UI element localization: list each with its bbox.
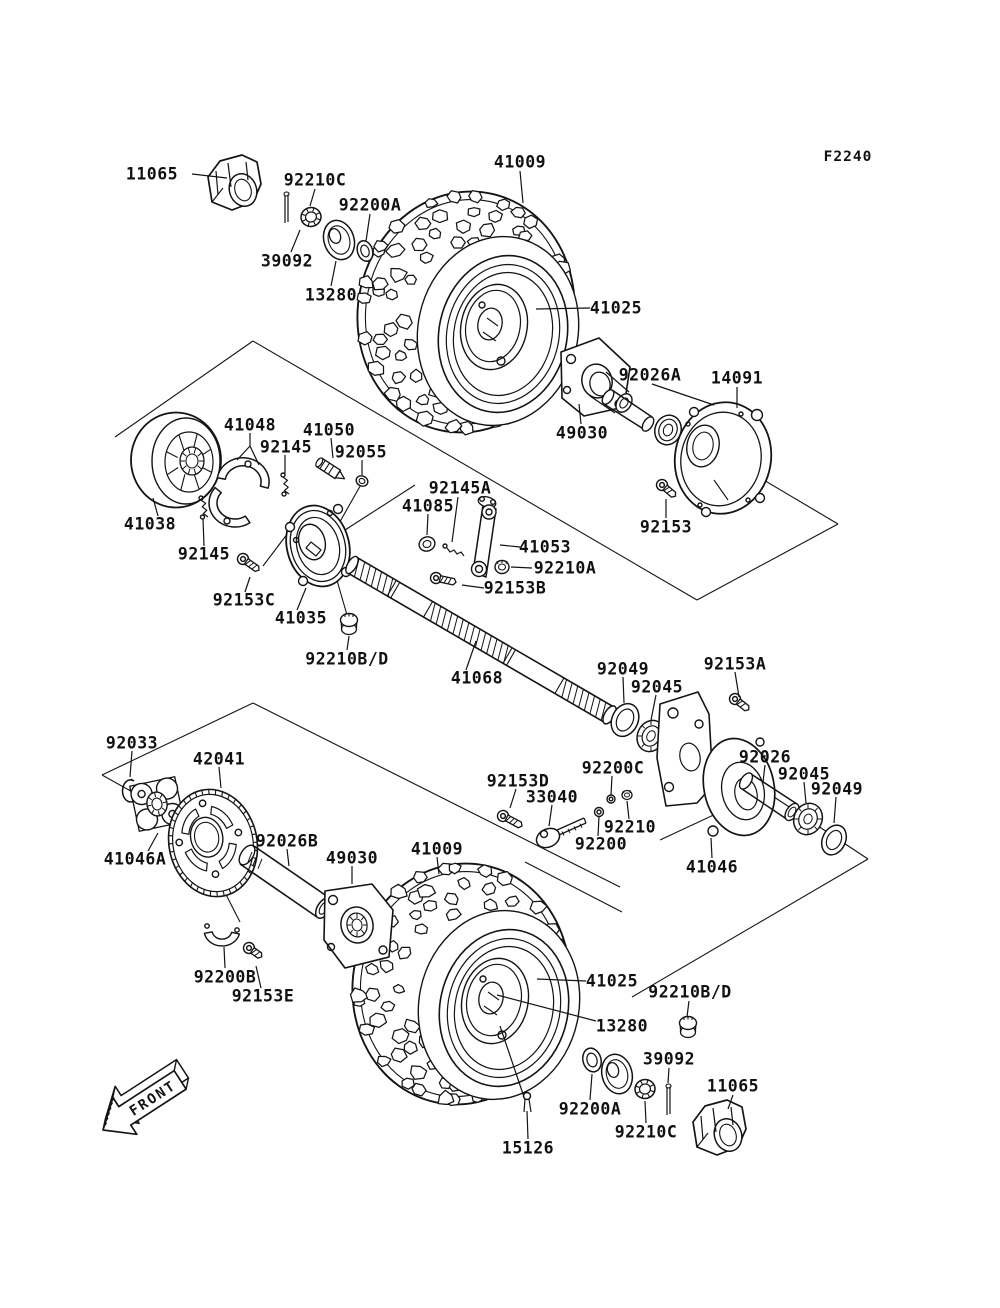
part-label-49030-top: 49030 — [555, 423, 609, 443]
part-label-92153A: 92153A — [703, 654, 767, 674]
part-label-92026A: 92026A — [618, 365, 682, 385]
part-92200A-washer-bottom — [580, 1046, 604, 1074]
part-label-49030-b: 49030 — [325, 848, 379, 868]
part-label-92145A: 92145A — [428, 478, 492, 498]
part-label-92210: 92210 — [603, 817, 657, 837]
part-92200C-ring — [607, 795, 615, 803]
part-41050-adjuster — [314, 457, 347, 483]
part-label-92145-a: 92145 — [259, 437, 313, 457]
part-92210BD-nut-top — [341, 614, 358, 635]
part-label-41046: 41046 — [685, 857, 739, 877]
part-92153-bolt-top — [654, 477, 679, 500]
part-label-42041: 42041 — [192, 749, 246, 769]
part-41038-drum — [131, 413, 221, 508]
part-39092-pin-bottom — [666, 1084, 671, 1115]
part-label-92145-b: 92145 — [177, 544, 231, 564]
part-41035-backing-plate — [277, 498, 358, 593]
part-label-41068: 41068 — [450, 668, 504, 688]
front-arrow — [87, 1050, 199, 1148]
part-92200-ring — [595, 808, 604, 817]
part-label-92200A-top: 92200A — [338, 195, 402, 215]
part-label-92200A-b: 92200A — [558, 1099, 622, 1119]
part-label-41009-b: 41009 — [410, 839, 464, 859]
part-92153C-bolt — [235, 551, 262, 574]
part-label-92153-top: 92153 — [639, 517, 693, 537]
part-label-92045-b: 92045 — [777, 764, 831, 784]
part-label-92153B: 92153B — [483, 578, 547, 598]
part-label-41046A: 41046A — [103, 849, 167, 869]
part-15126-cotter-pin — [524, 1093, 532, 1113]
part-92153A-bolt — [727, 691, 752, 714]
part-label-41025-b: 41025 — [585, 971, 639, 991]
part-label-11065-top: 11065 — [125, 164, 179, 184]
part-label-92200C: 92200C — [581, 758, 645, 778]
part-49030-flange-bottom — [324, 884, 393, 968]
part-92210C-pin-top — [284, 192, 289, 223]
part-92026B-spacer — [236, 843, 336, 922]
part-label-92210C-top: 92210C — [283, 170, 347, 190]
part-41053-lever — [472, 495, 497, 577]
part-label-41038: 41038 — [123, 514, 177, 534]
part-label-92049-b: 92049 — [810, 779, 864, 799]
part-92055-nut — [354, 474, 369, 488]
part-label-92153E: 92153E — [231, 986, 295, 1006]
part-label-41050: 41050 — [302, 420, 356, 440]
part-92210A-nut — [495, 560, 509, 574]
part-14091-cover — [666, 395, 780, 522]
part-label-92210BD-b: 92210B/D — [648, 982, 732, 1002]
part-label-41048: 41048 — [223, 415, 277, 435]
part-39092-nut-top — [299, 206, 323, 229]
part-label-13280-b: 13280 — [595, 1016, 649, 1036]
part-label-92210BD-top: 92210B/D — [305, 649, 389, 669]
part-92145-spring-upper — [281, 473, 289, 496]
part-label-92055: 92055 — [334, 442, 388, 462]
part-92210C-nut-bottom — [633, 1078, 657, 1101]
part-label-13280-top: 13280 — [304, 285, 358, 305]
part-92153D-bolt — [496, 809, 525, 831]
part-label-92026: 92026 — [738, 747, 792, 767]
part-label-92033: 92033 — [105, 733, 159, 753]
part-92049-seal-right — [817, 821, 851, 859]
part-92153B-bolt — [429, 571, 457, 587]
part-label-92200B: 92200B — [193, 967, 257, 987]
part-33040 — [533, 818, 586, 851]
part-label-92210C-b: 92210C — [614, 1122, 678, 1142]
part-label-41085: 41085 — [401, 496, 455, 516]
part-41085-washer — [417, 535, 437, 554]
part-label-92049-a: 92049 — [596, 659, 650, 679]
part-label-92153D: 92153D — [486, 771, 550, 791]
part-13280-washer-bottom — [597, 1051, 636, 1097]
part-92200B-retainer — [204, 924, 239, 946]
part-13280-washer-top — [319, 216, 360, 263]
part-92210BD-nut-bottom — [680, 1017, 697, 1038]
part-label-41035: 41035 — [274, 608, 328, 628]
part-92145A-spring — [443, 544, 464, 556]
part-11065-top — [208, 155, 261, 210]
part-label-92045-a: 92045 — [630, 677, 684, 697]
part-92210-nut — [622, 790, 632, 800]
part-label-39092-b: 39092 — [642, 1049, 696, 1069]
part-label-41025-top: 41025 — [589, 298, 643, 318]
part-label-92200: 92200 — [574, 834, 628, 854]
part-41068-axle — [343, 554, 619, 726]
part-label-41053: 41053 — [518, 537, 572, 557]
front-arrow-label: FRONT — [126, 1077, 180, 1120]
part-92145-spring-lower — [199, 496, 208, 519]
part-label-14091: 14091 — [710, 368, 764, 388]
part-label-92026B: 92026B — [255, 831, 319, 851]
part-11065-bottom — [693, 1100, 746, 1155]
part-label-39092-top: 39092 — [260, 251, 314, 271]
part-49030-flange-top — [561, 338, 635, 416]
part-label-15126: 15126 — [501, 1138, 555, 1158]
part-label-92153C: 92153C — [212, 590, 276, 610]
part-label-fig-code: F2240 — [823, 149, 873, 165]
part-label-11065-b: 11065 — [706, 1076, 760, 1096]
part-label-41009-top: 41009 — [493, 152, 547, 172]
part-label-33040: 33040 — [525, 787, 579, 807]
part-41009-top-tire — [335, 171, 597, 453]
part-label-92210A: 92210A — [533, 558, 597, 578]
part-92153E-bolt — [241, 940, 265, 961]
